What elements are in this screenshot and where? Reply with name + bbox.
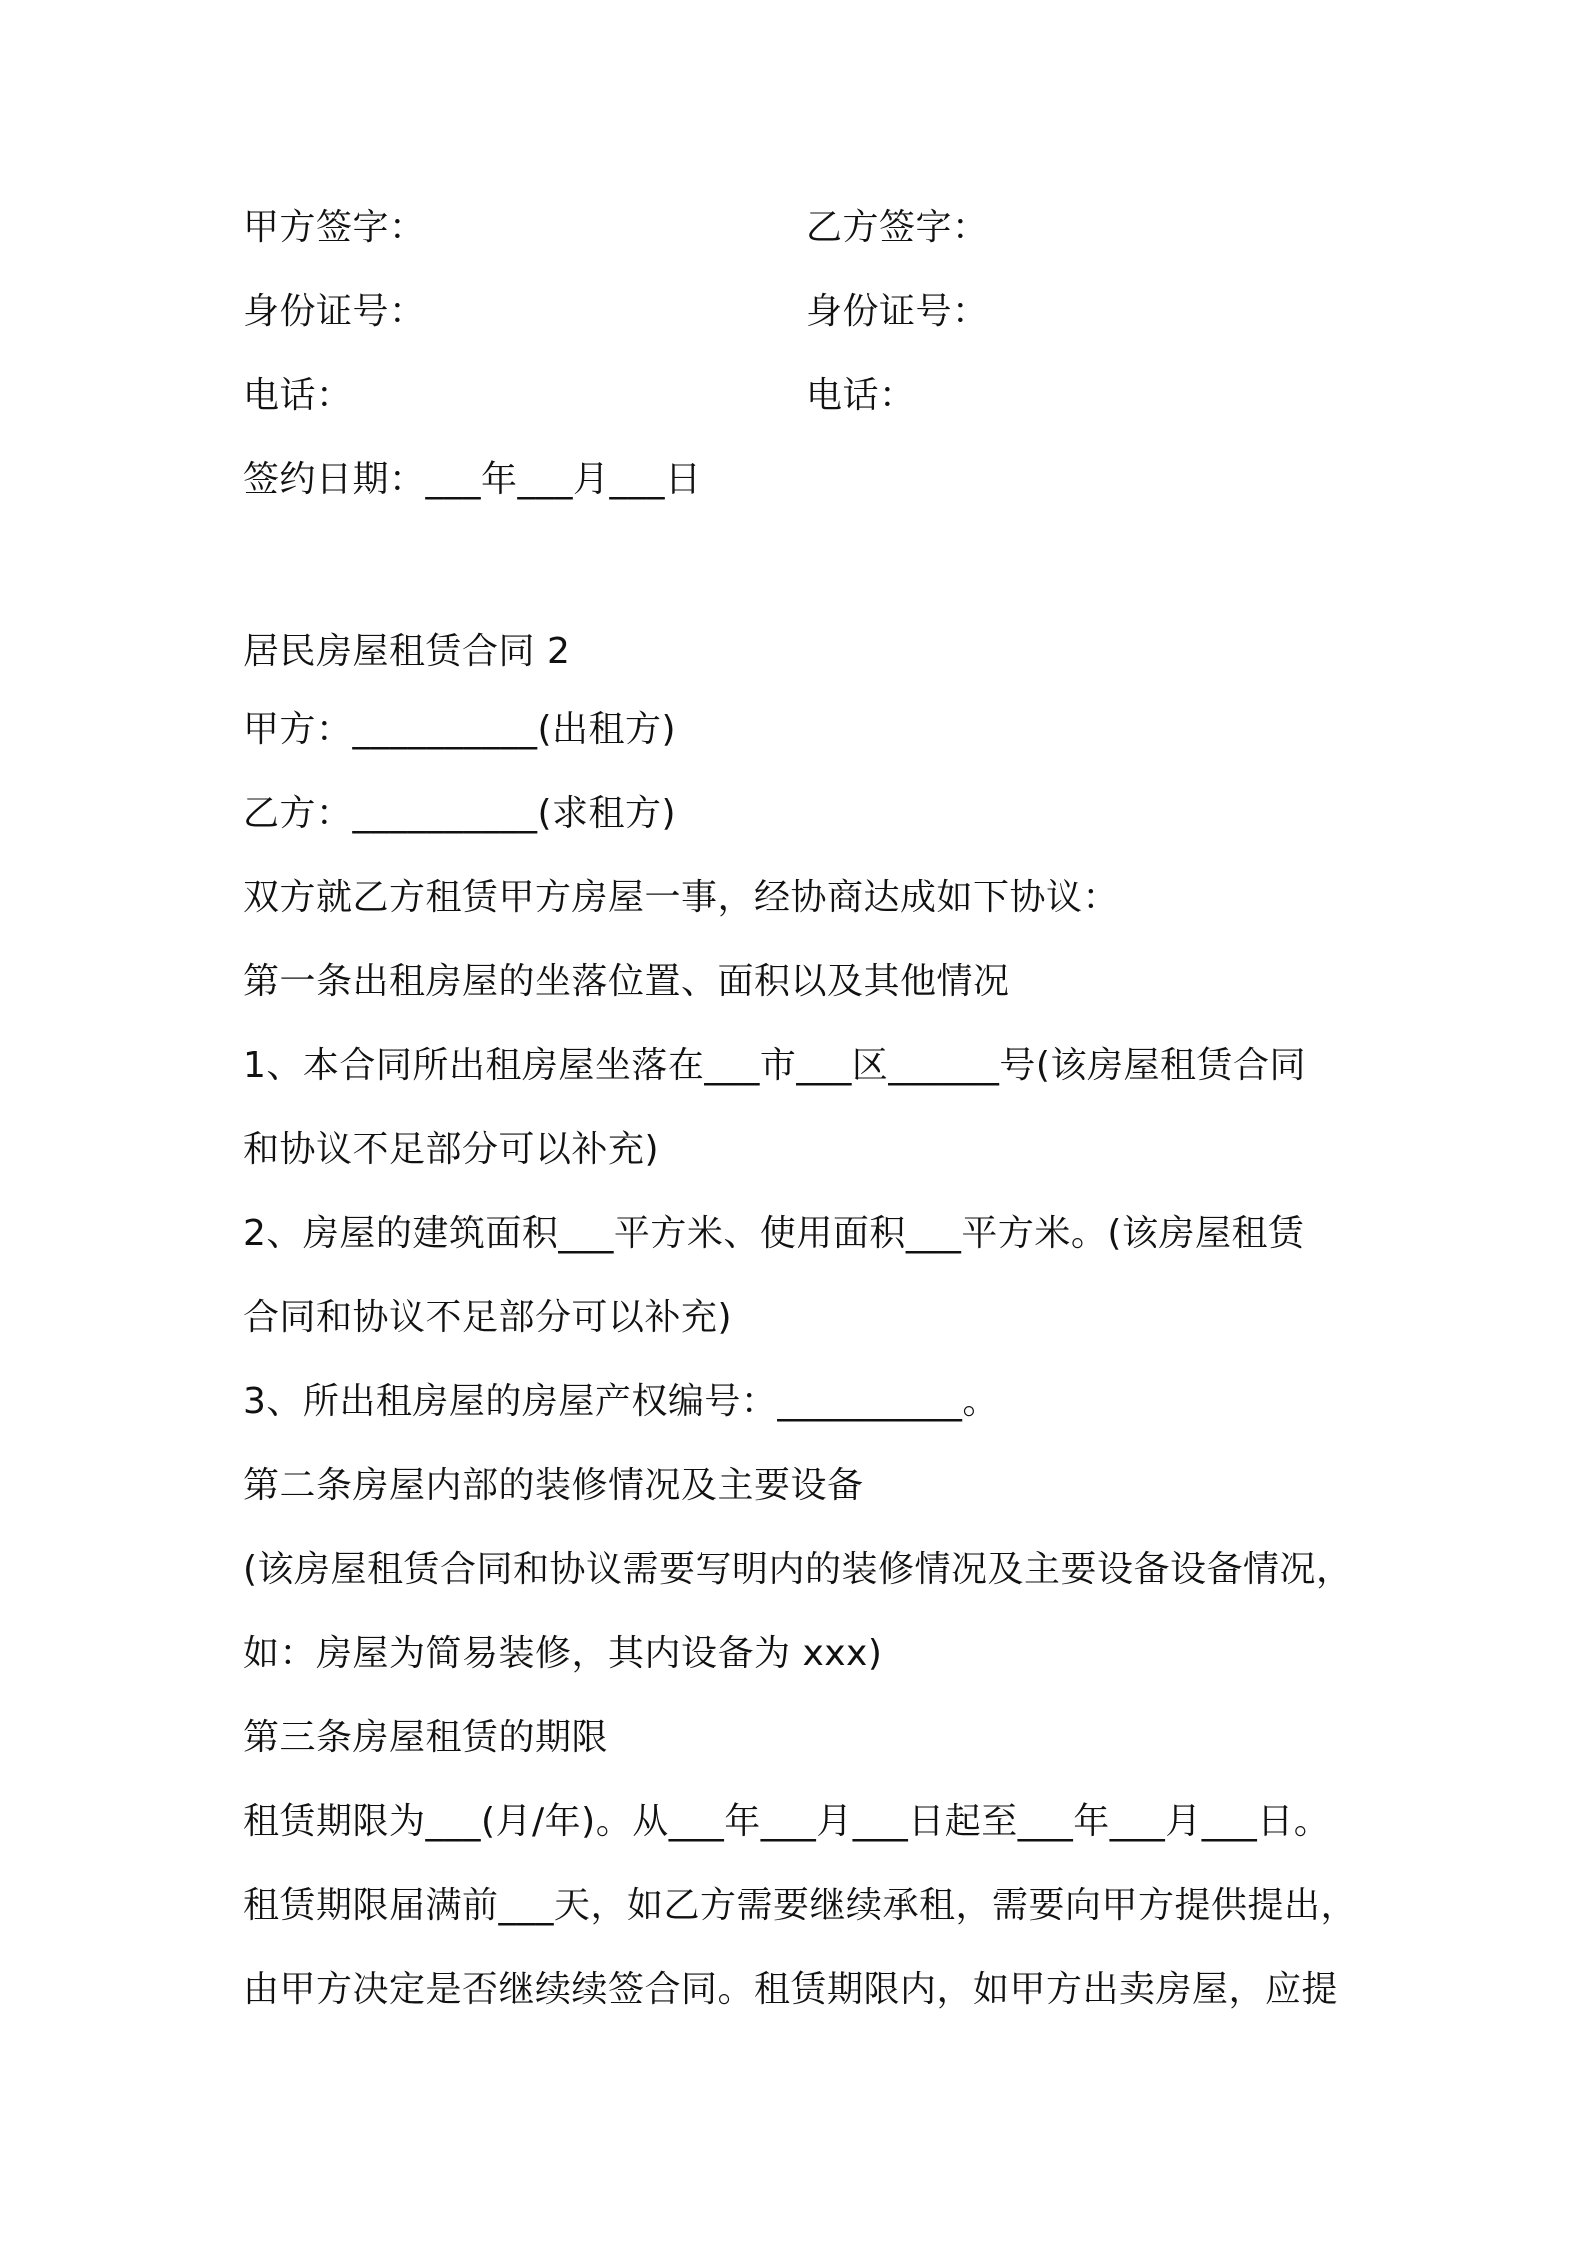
article-1-item-1-line-1: 1、本合同所出租房屋坐落在___市___区______号(该房屋租赁合同 (243, 1045, 1306, 1086)
article-1-item-2-line-2: 合同和协议不足部分可以补充) (243, 1297, 733, 1338)
article-1-item-2-line-1: 2、房屋的建筑面积___平方米、使用面积___平方米。(该房屋租赁 (243, 1213, 1305, 1254)
article-3-line-2: 租赁期限届满前___天，如乙方需要继续承租，需要向甲方提供提出， (243, 1885, 1358, 1926)
party-a-id-label: 身份证号： (243, 291, 426, 332)
article-2-note-line-2: 如：房屋为简易装修，其内设备为 xxx) (243, 1633, 883, 1674)
article-1-item-1-line-2: 和协议不足部分可以补充) (243, 1129, 660, 1170)
contract-title: 居民房屋租赁合同 2 (243, 631, 571, 672)
article-2-note-line-1: (该房屋租赁合同和协议需要写明内的装修情况及主要设备设备情况， (243, 1549, 1353, 1590)
party-b-signature-label: 乙方签字： (806, 207, 989, 248)
party-a-phone-label: 电话： (243, 375, 353, 416)
sign-date-line: 签约日期：___年___月___日 (243, 459, 702, 500)
article-1-heading: 第一条出租房屋的坐落位置、面积以及其他情况 (243, 961, 1010, 1002)
party-a-line: 甲方：__________(出租方) (243, 709, 677, 750)
intro-paragraph: 双方就乙方租赁甲方房屋一事，经协商达成如下协议： (243, 877, 1120, 918)
article-3-line-3: 由甲方决定是否继续续签合同。租赁期限内，如甲方出卖房屋，应提 (243, 1969, 1339, 2010)
article-3-line-1: 租赁期限为___(月/年)。从___年___月___日起至___年___月___日。 (243, 1801, 1331, 1842)
party-b-line: 乙方：__________(求租方) (243, 793, 677, 834)
article-3-heading: 第三条房屋租赁的期限 (243, 1717, 609, 1758)
party-a-signature-label: 甲方签字： (243, 207, 426, 248)
party-b-phone-label: 电话： (806, 375, 916, 416)
party-b-id-label: 身份证号： (806, 291, 989, 332)
article-1-item-3: 3、所出租房屋的房屋产权编号：__________。 (243, 1381, 999, 1422)
article-2-heading: 第二条房屋内部的装修情况及主要设备 (243, 1465, 864, 1506)
